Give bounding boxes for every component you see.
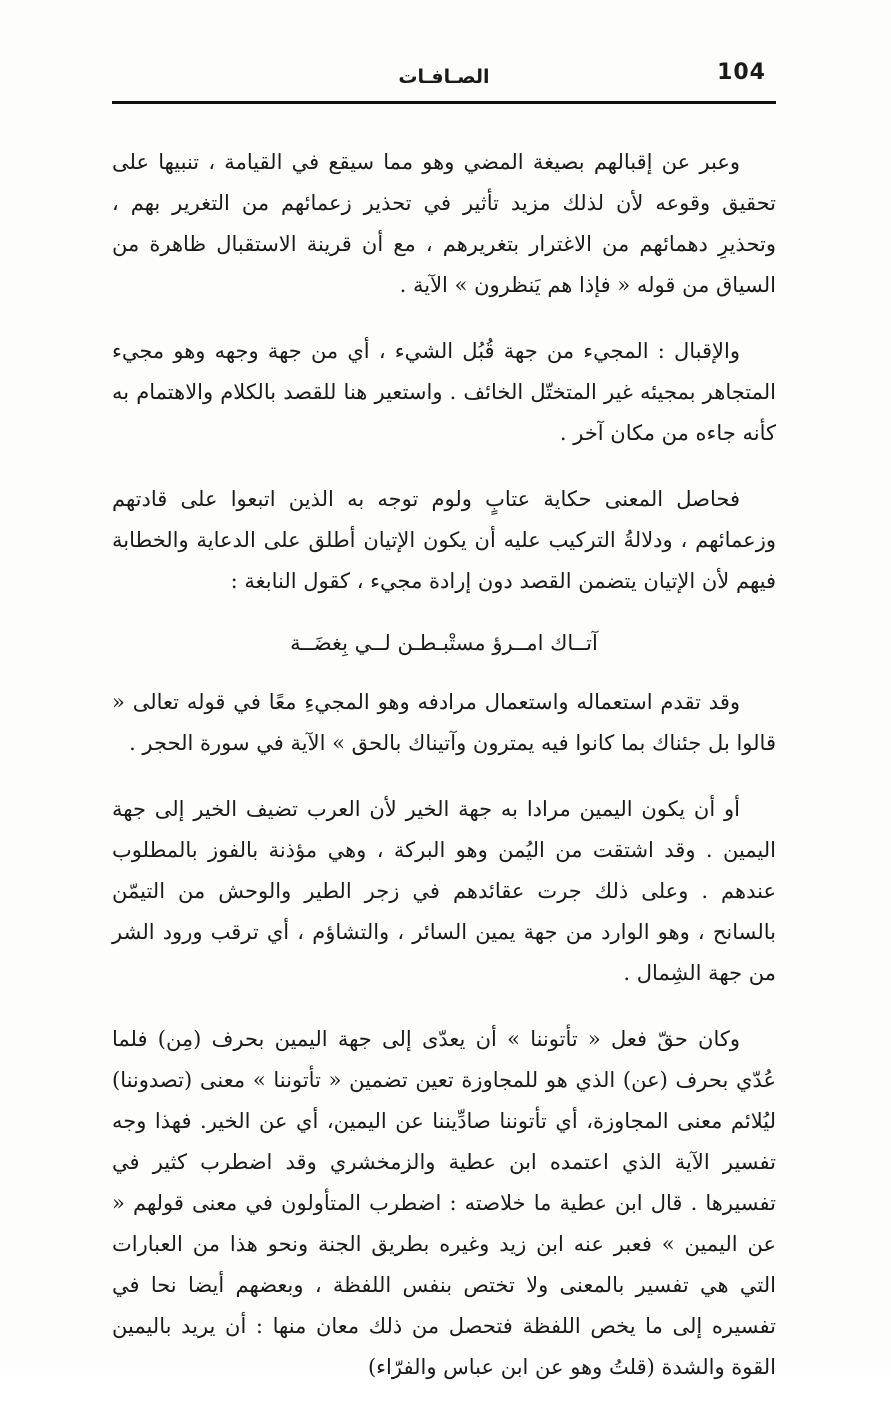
paragraph: فحاصل المعنى حكاية عتابٍ ولوم توجه به الذين اتبعوا على قادتهم وزعمائهم ، ودلالةُ التركيب عليه أن يكون الإتيان أطلق على الدعاية والخطابة فيهم لأن الإتيان يتضمن القصد دون إرادة مجيء ، كقول النابغة : [112, 487, 776, 593]
paragraph: والإقبال : المجيء من جهة قُبُل الشيء ، أي من جهة وجهه وهو مجيء المتجاهر بمجيئه غير المتختّل الخائف . واستعير هنا للقصد بالكلام والاهتمام به كأنه جاءه من مكان آخر . [112, 339, 776, 445]
running-title: الصـافـات [398, 66, 490, 88]
body-text [112, 142, 776, 1413]
header-rule [112, 101, 776, 104]
paragraph: وكان حقّ فعل « تأتوننا » أن يعدّى إلى جهة اليمين بحرف (مِن) فلما عُدّي بحرف (عن) الذي هو للمجاوزة تعين تضمين « تأتوننا » معنى (تصدوننا) ليُلائم معنى المجاوزة، أي تأتوننا صادِّيننا عن اليمين، أي عن الخير. فهذا وجه تفسير الآية الذي اعتمده ابن عطية والزمخشري وقد اضطرب كثير في تفسيرها . قال ابن عطية ما خلاصته : اضطرب المتأولون في معنى قولهم « عن اليمين » فعبر عنه ابن زيد وغيره بطريق الجنة ونحو هذا من العبارات التي هي تفسير بالمعنى ولا تختص بنفس اللفظة ، وبعضهم أيضا نحا في تفسيره إلى ما يخص اللفظة فتحصل من ذلك معان منها : أن يريد باليمين القوة والشدة (قلتُ وهو عن ابن عباس والفرّاء) [112, 1027, 776, 1379]
paragraph: وعبر عن إقبالهم بصيغة المضي وهو مما سيقع في القيامة ، تنبيها على تحقيق وقوعه لأن لذلك مزيد تأثير في تحذير زعمائهم من التغرير بهم ، وتحذيرِ دهمائهم من الاغترار بتغريرهم ، مع أن قرينة الاستقبال ظاهرة من السياق من قوله « فإذا هم يَنظرون » الآية . [112, 150, 776, 297]
poetry-verse: آتــاك امــرؤ مستْبـطـن لــي بِغضَــة [290, 631, 598, 655]
paragraph: أو أن يكون اليمين مرادا به جهة الخير لأن العرب تضيف الخير إلى جهة اليمين . وقد اشتقت من اليُمن وهو البركة ، وهي مؤذنة بالفوز بالمطلوب عندهم . وعلى ذلك جرت عقائدهم في زجر الطير والوحش من التيمّن بالسانح ، وهو الوارد من جهة يمين السائر ، والتشاؤم ، أي ترقب ورود الشر من جهة الشِمال . [112, 797, 776, 985]
page-header [112, 58, 776, 98]
page-number: 104 [717, 60, 766, 85]
paragraph: وقد تقدم استعماله واستعمال مرادفه وهو المجيءِ معًا في قوله تعالى « قالوا بل جئناك بما كانوا فيه يمترون وآتيناك بالحق » الآية في سورة الحجر . [112, 690, 776, 755]
